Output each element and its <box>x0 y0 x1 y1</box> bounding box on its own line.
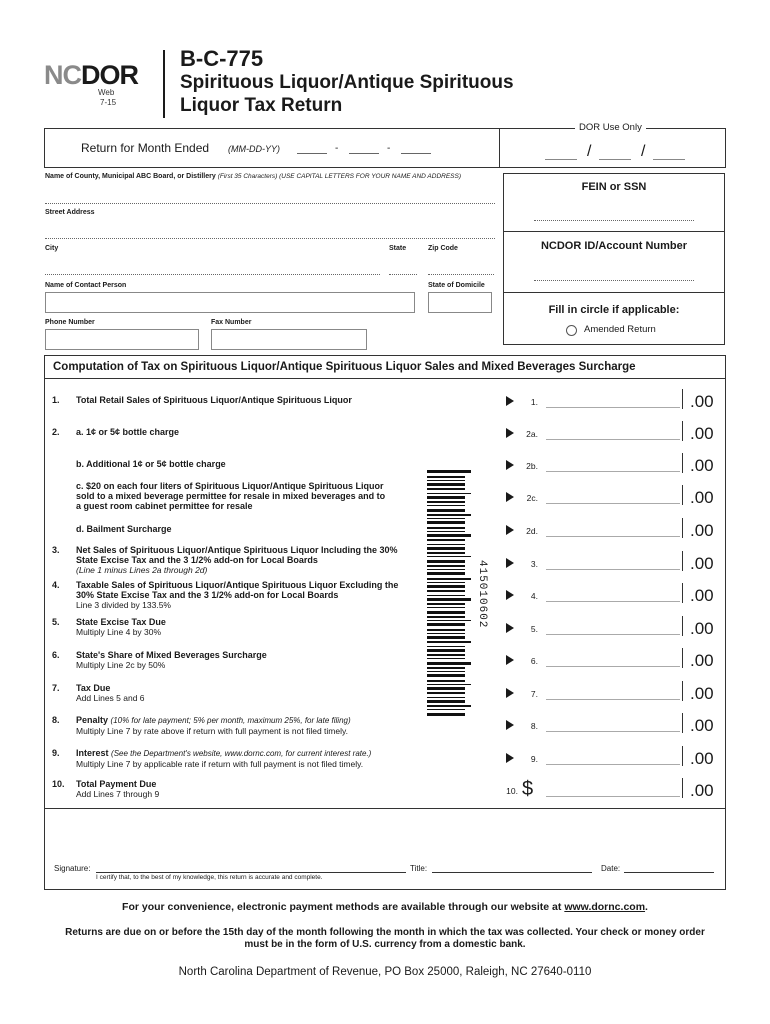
cents-zero: .00 <box>690 684 714 703</box>
barcode-bar <box>427 556 471 558</box>
barcode-bar <box>427 674 465 677</box>
line-note: (10% for late payment; 5% per month, maximum 25%, for late filing) <box>110 716 351 725</box>
electronic-payment-note: For your convenience, electronic payment methods are available through our website at www.dornc.com. <box>122 901 648 913</box>
ncdor-id-input[interactable] <box>534 274 694 281</box>
phone-label: Phone Number <box>45 319 95 326</box>
line-number: 8. <box>52 715 60 725</box>
signature-line[interactable] <box>96 872 406 873</box>
arrow-icon <box>506 460 514 470</box>
barcode-bar <box>427 611 465 614</box>
amount-input[interactable] <box>546 462 680 472</box>
domicile-input[interactable] <box>428 292 492 313</box>
date-line[interactable] <box>624 872 714 873</box>
barcode-bar <box>427 470 471 473</box>
name-label: Name of County, Municipal ABC Board, or Distillery (First 35 Characters) (USE CAPITAL LETTERS FOR YOUR NAME AND ADDRESS) <box>45 173 462 180</box>
line-number: 9. <box>52 748 60 758</box>
form-title <box>180 71 514 117</box>
arrow-icon <box>506 623 514 633</box>
line-number: 2. <box>52 427 60 437</box>
dollar-sign: $ <box>522 778 534 800</box>
amount-input[interactable] <box>546 755 680 765</box>
barcode-bar <box>427 607 465 609</box>
barcode-bar <box>427 527 465 529</box>
amount-input[interactable] <box>546 722 680 732</box>
barcode-bar <box>427 697 465 699</box>
barcode-bar <box>427 705 471 707</box>
cents-zero: .00 <box>690 488 714 507</box>
line-reference: 9. <box>530 754 538 764</box>
barcode-bar <box>427 680 465 682</box>
cents-zero: .00 <box>690 392 714 411</box>
arrow-icon <box>506 688 514 698</box>
line-instruction: (Line 1 minus Lines 2a through 2d) <box>76 565 208 575</box>
cents-zero: .00 <box>690 781 714 800</box>
amount-input[interactable] <box>546 657 680 667</box>
barcode-bar <box>427 565 465 567</box>
line-note: (See the Department's website, www.dornc.com, for current interest rate.) <box>111 749 372 758</box>
amount-input[interactable] <box>546 398 680 408</box>
cents-zero: .00 <box>690 424 714 443</box>
fax-label: Fax Number <box>211 319 252 326</box>
barcode-bar <box>427 560 465 563</box>
barcode-bar <box>427 488 465 490</box>
fein-input[interactable] <box>534 214 694 221</box>
line-reference: 2a. <box>526 429 538 439</box>
title-label: Title: <box>410 864 428 873</box>
arrow-icon <box>506 396 514 406</box>
barcode-bar <box>427 476 465 478</box>
city-label: City <box>45 245 59 252</box>
line-reference: 6. <box>530 656 538 666</box>
line-instruction: Add Lines 5 and 6 <box>76 693 145 703</box>
barcode-bar <box>427 709 465 711</box>
return-period-box <box>44 122 726 168</box>
certify-text: I certify that, to the best of my knowledge, this return is accurate and complete. <box>96 874 323 881</box>
barcode-bar <box>427 534 471 537</box>
line-instruction: Line 3 divided by 133.5% <box>76 600 171 610</box>
line-title: Net Sales of Spirituous Liquor/Antique Spirituous Liquor Including the 30% State Excise Tax and the 3 1/2% add-on for Local Boards <box>76 545 398 565</box>
line-title: a. 1¢ or 5¢ bottle charge <box>76 427 180 437</box>
barcode-bar <box>427 684 471 686</box>
barcode-bar <box>427 480 465 482</box>
line-number: 10. <box>52 779 65 789</box>
barcode-bar <box>427 629 465 631</box>
ncdor-id-label: NCDOR ID/Account Number <box>540 240 688 252</box>
line-number: 7. <box>52 683 60 693</box>
contact-label: Name of Contact Person <box>45 282 127 289</box>
line-reference: 10. <box>506 786 518 796</box>
amended-return-radio[interactable] <box>566 325 577 336</box>
line-reference: 4. <box>530 591 538 601</box>
barcode-bar <box>427 687 465 690</box>
city-input[interactable] <box>45 268 380 275</box>
form-number: B-C-775 <box>180 46 264 71</box>
arrow-icon <box>506 655 514 665</box>
barcode-bar <box>427 552 465 554</box>
logo-dor: DOR <box>81 60 138 90</box>
arrow-icon <box>506 525 514 535</box>
line-label <box>76 580 416 610</box>
line-instruction: Add Lines 7 through 9 <box>76 789 160 799</box>
line-instruction: Multiply Line 7 by rate above if return with full payment is not filed timely. <box>76 726 348 736</box>
line-title: b. Additional 1¢ or 5¢ bottle charge <box>76 459 226 469</box>
barcode-bar <box>427 700 465 703</box>
due-date-note: Returns are due on or before the 15th day of the month following the month in which the tax was collected. Your check or money order must be in the form of U.S. currency from a domestic bank. <box>65 927 705 950</box>
barcode-bar <box>427 531 465 533</box>
line-reference: 5. <box>530 624 538 634</box>
amount-input[interactable] <box>546 430 680 440</box>
arrow-icon <box>506 720 514 730</box>
barcode <box>427 470 471 720</box>
ncdor-logo <box>44 60 138 91</box>
month-ended-input[interactable]: - - <box>297 139 417 157</box>
line-title: State Excise Tax Due <box>76 617 166 627</box>
barcode-bar <box>427 620 471 622</box>
line-label <box>76 683 416 703</box>
line-instruction: Multiply Line 4 by 30% <box>76 627 162 637</box>
line-label <box>76 427 416 437</box>
barcode-bar <box>427 636 465 639</box>
dornc-link[interactable]: www.dornc.com <box>564 901 646 913</box>
line-reference: 1. <box>530 397 538 407</box>
line-reference: 2d. <box>526 526 538 536</box>
title-line[interactable] <box>432 872 592 873</box>
dor-use-only-field: / / <box>545 145 685 161</box>
barcode-bar <box>427 505 465 507</box>
amount-input[interactable] <box>546 625 680 635</box>
barcode-bar <box>427 590 465 592</box>
logo-web: Web <box>98 88 115 97</box>
line-reference: 7. <box>530 689 538 699</box>
line-reference: 2b. <box>526 461 538 471</box>
barcode-bar <box>427 572 465 575</box>
cents-zero: .00 <box>690 456 714 475</box>
line-label <box>76 650 416 670</box>
zip-label: Zip Code <box>428 245 458 252</box>
cents-zero: .00 <box>690 651 714 670</box>
fein-label: FEIN or SSN <box>581 181 647 193</box>
line-number: 5. <box>52 617 60 627</box>
amount-input[interactable] <box>546 560 680 570</box>
barcode-bar <box>427 547 465 550</box>
barcode-bar <box>427 692 465 694</box>
cents-zero: .00 <box>690 521 714 540</box>
phone-input[interactable] <box>45 329 199 350</box>
fax-input[interactable] <box>211 329 367 350</box>
line-title: State's Share of Mixed Beverages Surcharge <box>76 650 267 660</box>
line-title: Tax Due <box>76 683 111 693</box>
line-number: 1. <box>52 395 60 405</box>
barcode-bar <box>427 616 465 618</box>
domicile-label: State of Domicile <box>428 282 485 289</box>
barcode-bar <box>427 654 465 656</box>
logo-revision: 7-15 <box>100 98 117 107</box>
amount-input[interactable] <box>546 787 680 797</box>
line-label <box>76 715 416 736</box>
barcode-bar <box>427 662 471 665</box>
cents-zero: .00 <box>690 554 714 573</box>
street-input[interactable] <box>45 232 495 239</box>
return-period-label: Return for Month Ended <box>81 141 210 155</box>
barcode-bar <box>427 633 465 635</box>
header-divider <box>163 50 165 118</box>
arrow-icon <box>506 590 514 600</box>
mailing-address: North Carolina Department of Revenue, PO Box 25000, Raleigh, NC 27640-0110 <box>178 966 592 978</box>
line-label <box>76 395 416 405</box>
form-title-line-1: Spirituous Liquor/Antique Spirituous <box>180 72 514 93</box>
barcode-bar <box>427 544 465 546</box>
line-label <box>76 545 416 575</box>
signature-label: Signature: <box>54 864 91 873</box>
line-label <box>76 779 416 799</box>
cents-zero: .00 <box>690 619 714 638</box>
arrow-icon <box>506 558 514 568</box>
barcode-bar <box>427 598 471 601</box>
arrow-icon <box>506 492 514 502</box>
barcode-bar <box>427 658 465 660</box>
state-input[interactable] <box>389 268 417 275</box>
amount-input[interactable] <box>546 690 680 700</box>
barcode-bar <box>427 595 465 597</box>
barcode-bar <box>427 713 465 716</box>
barcode-bar <box>427 501 465 503</box>
barcode-bar <box>427 483 465 486</box>
barcode-bar <box>427 646 465 648</box>
line-label <box>76 481 386 511</box>
line-title: d. Bailment Surcharge <box>76 524 172 534</box>
computation-title: Computation of Tax on Spirituous Liquor/Antique Spirituous Liquor Sales and Mixed Beverages Surcharge <box>53 361 636 373</box>
barcode-bar <box>427 518 465 520</box>
line-title: Interest <box>76 748 109 758</box>
barcode-bar <box>427 569 465 571</box>
barcode-bar <box>427 649 465 652</box>
cents-zero: .00 <box>690 586 714 605</box>
dor-use-only-label: DOR Use Only <box>575 122 646 133</box>
form-title-line-2: Liquor Tax Return <box>180 95 343 116</box>
line-title: Total Payment Due <box>76 779 157 789</box>
logo-nc: NC <box>44 60 81 90</box>
barcode-bar <box>427 671 465 673</box>
barcode-bar <box>427 514 471 516</box>
barcode-bar <box>427 585 465 588</box>
line-reference: 2c. <box>526 493 538 503</box>
line-label <box>76 748 416 769</box>
barcode-bar <box>427 539 465 541</box>
amount-input[interactable] <box>546 527 680 537</box>
barcode-bar <box>427 493 471 495</box>
line-title: Penalty <box>76 715 109 725</box>
date-label: Date: <box>601 864 621 873</box>
name-input[interactable] <box>45 197 495 204</box>
street-label: Street Address <box>45 209 95 216</box>
barcode-bar <box>427 603 465 605</box>
id-panel <box>503 173 725 345</box>
line-title: c. $20 on each four liters of Spirituous Liquor/Antique Spirituous Liquor sold to a mixed beverage permittee for resale in mixed beverages and to a guest room cabinet permittee for resale <box>76 481 386 511</box>
arrow-icon <box>506 753 514 763</box>
barcode-number: 415010602 <box>476 560 488 629</box>
contact-input[interactable] <box>45 292 415 313</box>
line-label <box>76 617 416 637</box>
arrow-icon <box>506 428 514 438</box>
amount-input[interactable] <box>546 494 680 504</box>
barcode-bar <box>427 641 471 643</box>
cents-zero: .00 <box>690 749 714 768</box>
barcode-bar <box>427 578 471 580</box>
line-label <box>76 459 416 469</box>
barcode-bar <box>427 509 465 512</box>
barcode-bar <box>427 623 465 626</box>
line-title: Total Retail Sales of Spirituous Liquor/Antique Spirituous Liquor <box>76 395 352 405</box>
line-number: 3. <box>52 545 60 555</box>
state-label: State <box>389 245 407 252</box>
line-title: Taxable Sales of Spirituous Liquor/Antique Spirituous Liquor Excluding the 30% State Excise Tax and the 3 1/2% add-on for Local Boards <box>76 580 399 600</box>
line-reference: 3. <box>530 559 538 569</box>
barcode-bar <box>427 521 465 524</box>
date-format-hint: (MM-DD-YY) <box>228 144 280 154</box>
barcode-bar <box>427 496 465 499</box>
line-reference: 8. <box>530 721 538 731</box>
amended-return-label: Amended Return <box>584 324 656 335</box>
barcode-bar <box>427 667 465 669</box>
line-number: 4. <box>52 580 60 590</box>
line-label <box>76 524 416 534</box>
zip-input[interactable] <box>428 268 494 275</box>
amount-input[interactable] <box>546 592 680 602</box>
line-number: 6. <box>52 650 60 660</box>
return-period-divider <box>499 129 500 167</box>
line-instruction: Multiply Line 2c by 50% <box>76 660 166 670</box>
barcode-bar <box>427 582 465 584</box>
fill-circle-label: Fill in circle if applicable: <box>548 304 680 316</box>
cents-zero: .00 <box>690 716 714 735</box>
line-instruction: Multiply Line 7 by applicable rate if return with full payment is not filed timely. <box>76 759 364 769</box>
